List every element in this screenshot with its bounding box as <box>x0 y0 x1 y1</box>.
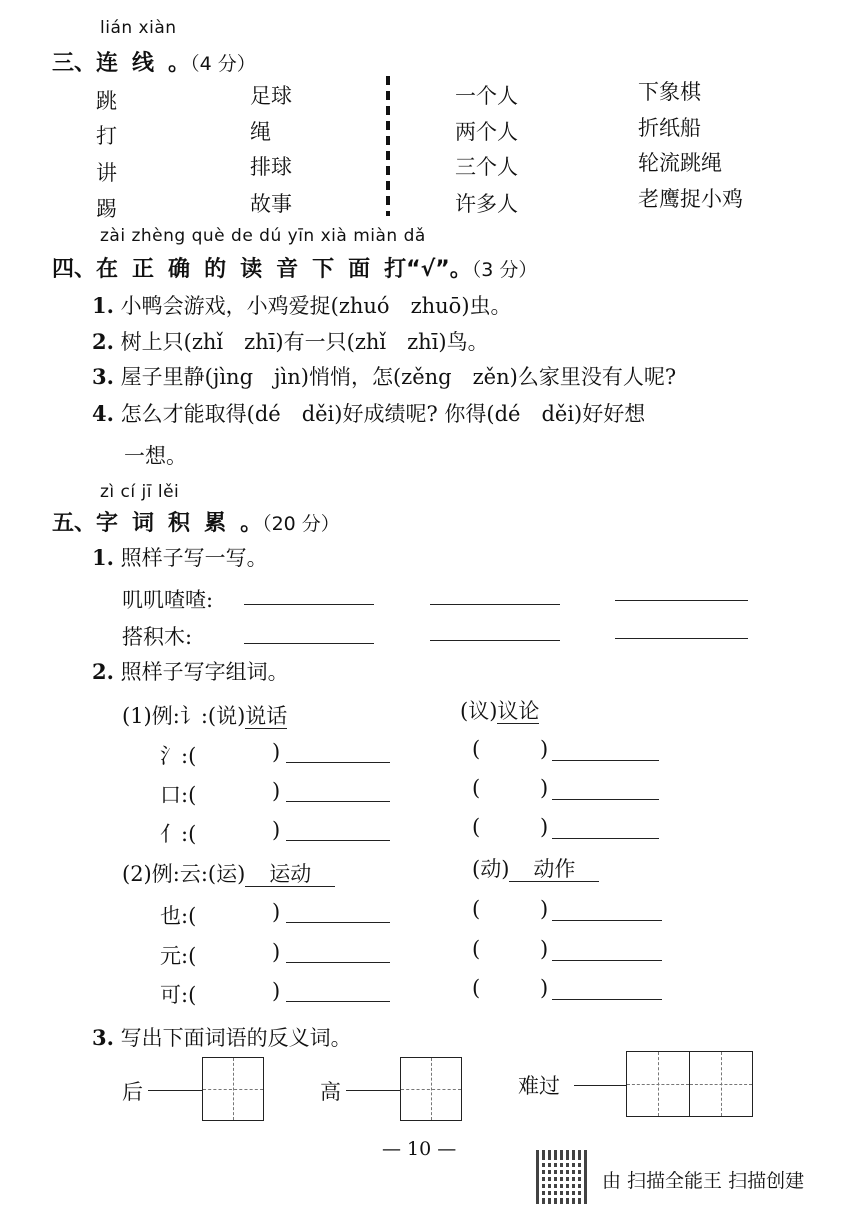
paren-open: ( <box>472 776 481 800</box>
section4-title-3: 的 <box>204 257 241 282</box>
section4-title-0: 在 <box>96 257 133 282</box>
answer-line[interactable] <box>430 604 560 605</box>
paren-close: ) <box>540 776 549 800</box>
match-col4-2: 轮流跳绳 <box>638 151 722 175</box>
paren-close: ) <box>272 979 281 1003</box>
q5-2-example2b: (动) 动作 <box>472 853 599 883</box>
answer-line[interactable] <box>552 920 662 921</box>
section5-points: （20 分） <box>262 513 340 535</box>
match-col4-1: 折纸船 <box>638 116 701 140</box>
answer-box[interactable] <box>689 1051 753 1117</box>
section3-dot: 。 <box>168 51 191 76</box>
section4-title-5: 音 <box>276 257 313 282</box>
antonym-word-2: 高 <box>320 1080 341 1104</box>
section5-title-2: 积 <box>168 511 205 536</box>
match-col3-1: 两个人 <box>455 120 518 144</box>
answer-line[interactable] <box>552 960 662 961</box>
answer-line[interactable] <box>552 799 659 800</box>
match-col1-1: 打 <box>96 124 117 148</box>
match-col2-2: 排球 <box>250 155 292 179</box>
paren-close: ) <box>272 818 281 842</box>
radical-row-3: 亻:( <box>160 822 197 846</box>
section5-title-3: 累 <box>204 511 241 536</box>
scanner-watermark: 由 扫描全能王 扫描创建 <box>602 1170 805 1192</box>
section3-heading <box>52 46 256 77</box>
answer-line[interactable] <box>286 1001 390 1002</box>
answer-line[interactable] <box>552 760 659 761</box>
match-col1-0: 跳 <box>96 89 117 113</box>
q5-2-example2: (2)例:云:(运) 运动 <box>122 858 335 888</box>
answer-box[interactable] <box>400 1057 462 1121</box>
paren-close: ) <box>272 779 281 803</box>
paren-open: ( <box>472 737 481 761</box>
paren-open: ( <box>472 897 481 921</box>
match-col2-0: 足球 <box>250 84 292 108</box>
q5-1-row2-label: 搭积木: <box>122 625 193 649</box>
match-col3-0: 一个人 <box>455 84 518 108</box>
paren-close: ) <box>272 940 281 964</box>
paren-close: ) <box>540 815 549 839</box>
section4-title-7: 面 <box>348 257 385 282</box>
answer-line[interactable] <box>286 801 390 802</box>
match-col4-3: 老鹰捉小鸡 <box>638 187 743 211</box>
section3-pinyin: lián xiàn <box>100 18 177 38</box>
antonym-word-1: 后 <box>122 1080 143 1104</box>
match-col3-3: 许多人 <box>455 192 518 216</box>
answer-box[interactable] <box>626 1051 690 1117</box>
match-col4-0: 下象棋 <box>638 80 701 104</box>
char-row-1: 也:( <box>160 904 197 928</box>
antonym-connector <box>346 1090 400 1091</box>
paren-open: ( <box>472 937 481 961</box>
q5-2-label: 2. 照样子写字组词。 <box>92 659 289 684</box>
paren-close: ) <box>540 897 549 921</box>
q5-1-row1-label: 叽叽喳喳: <box>122 588 214 612</box>
answer-line[interactable] <box>286 840 390 841</box>
question4-1: 1. 小鸭会游戏，小鸡爱捉(zhuó zhuō)虫。 <box>92 293 512 318</box>
answer-line[interactable] <box>615 600 748 601</box>
paren-close: ) <box>272 900 281 924</box>
section5-dot: 。 <box>240 511 263 536</box>
page-number: — 10 — <box>382 1138 457 1160</box>
section5-title-1: 词 <box>132 511 169 536</box>
q5-1-label: 1. 照样子写一写。 <box>92 545 268 570</box>
antonym-connector <box>574 1085 626 1086</box>
radical-row-2: 口:( <box>160 783 197 807</box>
divider-dashed <box>386 76 390 216</box>
paren-close: ) <box>540 937 549 961</box>
section4-title-8: 打“√” <box>384 257 450 282</box>
paren-open: ( <box>472 815 481 839</box>
answer-line[interactable] <box>244 604 374 605</box>
question4-2: 2. 树上只(zhǐ zhī)有一只(zhǐ zhī)鸟。 <box>92 329 489 354</box>
question4-4: 4. 怎么才能取得(dé děi)好成绩呢? 你得(dé děi)好好想 <box>92 401 646 426</box>
section5-heading <box>52 506 340 537</box>
match-col1-3: 踢 <box>96 197 117 221</box>
match-col2-3: 故事 <box>250 192 292 216</box>
paren-close: ) <box>272 740 281 764</box>
section5-pinyin: zì cí jī lěi <box>100 482 180 502</box>
section4-title-6: 下 <box>312 257 349 282</box>
answer-box[interactable] <box>202 1057 264 1121</box>
section4-points: （3 分） <box>471 259 538 281</box>
q5-2-example1: (1)例:讠:(说)说话 <box>122 704 288 728</box>
answer-line[interactable] <box>615 638 748 639</box>
answer-line[interactable] <box>286 762 390 763</box>
section5-number: 五、 <box>52 511 97 536</box>
match-col2-1: 绳 <box>250 120 271 144</box>
section4-title-4: 读 <box>240 257 277 282</box>
antonym-connector <box>148 1090 202 1091</box>
section4-number: 四、 <box>52 257 97 282</box>
paren-open: ( <box>472 976 481 1000</box>
answer-line[interactable] <box>286 922 390 923</box>
section3-title-1: 线 <box>132 51 169 76</box>
answer-line[interactable] <box>286 962 390 963</box>
answer-line[interactable] <box>552 838 659 839</box>
answer-line[interactable] <box>244 643 374 644</box>
section4-title-1: 正 <box>132 257 169 282</box>
section5-title-0: 字 <box>96 511 133 536</box>
match-col3-2: 三个人 <box>455 155 518 179</box>
section3-number: 三、 <box>52 51 97 76</box>
question4-3: 3. 屋子里静(jìng jìn)悄悄，怎(zěng zěn)么家里没有人呢? <box>92 364 677 389</box>
section3-points: （4 分） <box>190 53 256 75</box>
antonym-word-3: 难过 <box>518 1074 560 1098</box>
paren-close: ) <box>540 737 549 761</box>
radical-row-1: 氵:( <box>160 744 197 768</box>
char-row-3: 可:( <box>160 983 197 1007</box>
section3-title-0: 连 <box>96 51 133 76</box>
q5-2-example1b: (议)议论 <box>460 699 540 723</box>
section4-pinyin: zài zhèng què de dú yīn xià miàn dǎ <box>100 226 426 246</box>
section4-heading <box>52 252 537 283</box>
qr-code-icon <box>536 1150 590 1204</box>
answer-line[interactable] <box>430 640 560 641</box>
section4-dot: 。 <box>449 257 472 282</box>
answer-line[interactable] <box>552 999 662 1000</box>
paren-close: ) <box>540 976 549 1000</box>
match-col1-2: 讲 <box>96 161 117 185</box>
question4-4-cont: 一想。 <box>124 444 187 468</box>
char-row-2: 元:( <box>160 944 197 968</box>
section4-title-2: 确 <box>168 257 205 282</box>
q5-3-label: 3. 写出下面词语的反义词。 <box>92 1025 352 1050</box>
